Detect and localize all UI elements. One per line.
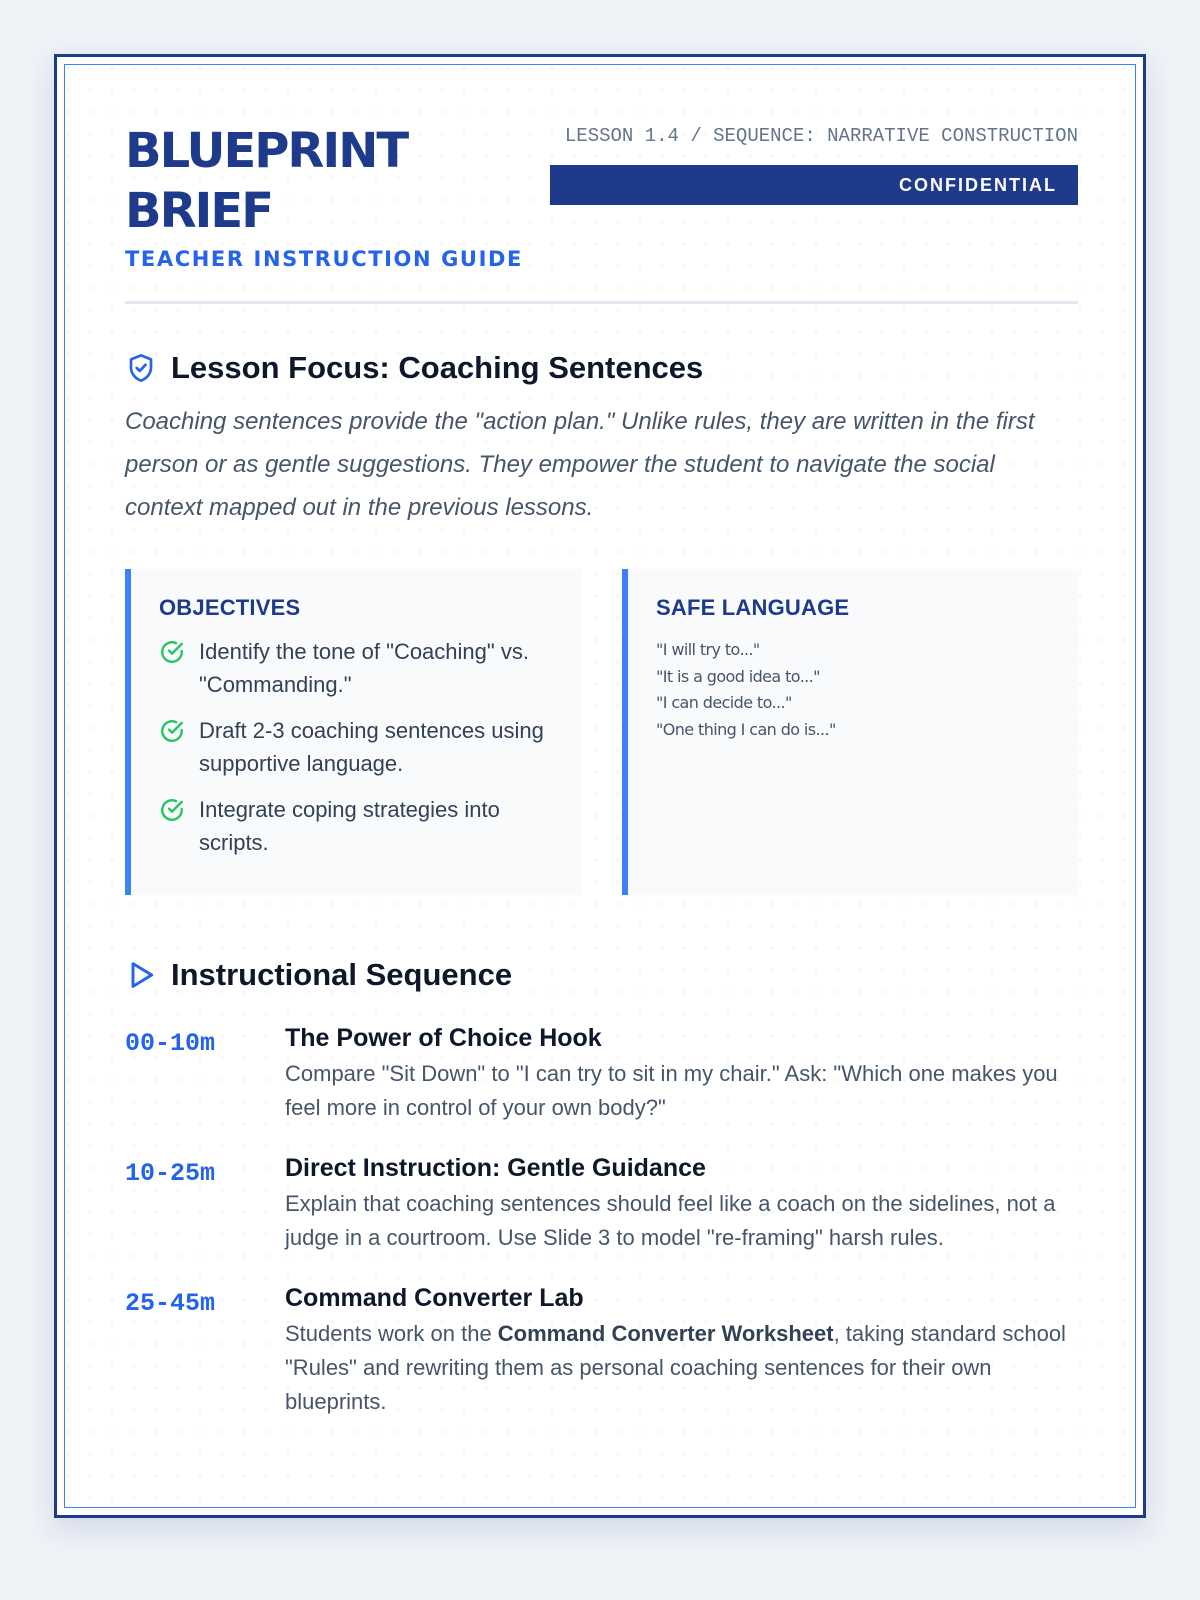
- step-title: The Power of Choice Hook: [285, 1024, 602, 1052]
- step-body: [285, 1151, 1078, 1255]
- objective-item: [159, 635, 555, 701]
- objective-text: Integrate coping strategies into scripts.: [199, 797, 500, 855]
- shield-check-icon: [125, 352, 157, 384]
- worksheet-name: Command Converter Worksheet: [497, 1321, 834, 1346]
- brief-sheet: [54, 54, 1146, 1518]
- step-description-tail: , taking standard school "Rules" and rewriting them as personal coaching sentences for their own blueprints.: [285, 1321, 1066, 1414]
- safe-language-list: [656, 637, 1052, 743]
- lesson-meta: LESSON 1.4 / SEQUENCE: NARRATIVE CONSTRUCTION: [564, 125, 1078, 147]
- safe-language-card: [622, 569, 1078, 895]
- step-description: Compare "Sit Down" to "I can try to sit in my chair." Ask: "Which one makes you feel more in control of your own body?": [285, 1061, 1058, 1120]
- brand-subtitle: TEACHER INSTRUCTION GUIDE: [125, 247, 523, 271]
- brand-title: BLUEPRINT BRIEF: [125, 123, 408, 239]
- step-body: [285, 1281, 1078, 1419]
- brief-header: [125, 121, 1078, 271]
- safe-language-line: "It is a good idea to...": [656, 666, 820, 686]
- check-circle-icon: [159, 718, 185, 744]
- objectives-title: OBJECTIVES: [159, 595, 301, 620]
- sequence-step: [125, 1021, 1078, 1125]
- safe-language-title: SAFE LANGUAGE: [656, 595, 850, 620]
- check-circle-icon: [159, 797, 185, 823]
- check-circle-icon: [159, 639, 185, 665]
- objectives-list: [159, 635, 555, 859]
- lesson-focus-section: [125, 350, 1078, 529]
- step-body: [285, 1021, 1078, 1125]
- sequence-list: [125, 1021, 1078, 1419]
- header-meta-block: [550, 121, 1078, 205]
- lesson-focus-title: Lesson Focus: Coaching Sentences: [171, 350, 704, 385]
- step-time: 25-45m: [125, 1289, 216, 1318]
- lesson-focus-heading: [125, 350, 1078, 386]
- step-time: 00-10m: [125, 1029, 216, 1058]
- step-title: Command Converter Lab: [285, 1284, 584, 1312]
- safe-language-line: "I will try to...": [656, 640, 760, 659]
- objective-item: [159, 793, 555, 859]
- safe-language-line: "One thing I can do is...": [656, 719, 836, 739]
- sequence-step: [125, 1281, 1078, 1419]
- sequence-step: [125, 1151, 1078, 1255]
- brand-block: [125, 121, 545, 271]
- play-icon: [125, 959, 157, 991]
- brief-content: [125, 121, 1078, 1445]
- step-title: Direct Instruction: Gentle Guidance: [285, 1154, 706, 1182]
- step-description-lead: Students work on the: [285, 1321, 498, 1346]
- safe-language-line: "I can decide to...": [656, 693, 792, 712]
- sequence-heading: [125, 957, 1078, 993]
- objective-text: Draft 2-3 coaching sentences using supportive language.: [199, 718, 544, 776]
- objectives-card: [125, 569, 581, 895]
- step-time: 10-25m: [125, 1159, 216, 1188]
- step-description: Explain that coaching sentences should feel like a coach on the sidelines, not a judge in a courtroom. Use Slide 3 to model "re-framing" harsh rules.: [285, 1191, 1056, 1250]
- confidential-badge: CONFIDENTIAL: [550, 165, 1078, 205]
- objective-text: Identify the tone of "Coaching" vs. "Commanding.": [199, 639, 529, 697]
- step-description: [285, 1317, 1078, 1419]
- header-divider: [125, 301, 1078, 304]
- sequence-title: Instructional Sequence: [171, 957, 513, 992]
- info-cards: [125, 569, 1078, 895]
- instructional-sequence-section: [125, 957, 1078, 1419]
- objective-item: [159, 714, 555, 780]
- lesson-focus-intro: Coaching sentences provide the "action plan." Unlike rules, they are written in the first person or as gentle suggestions. They empower the student to navigate the social context mapped out in the previous lessons.: [125, 408, 1035, 521]
